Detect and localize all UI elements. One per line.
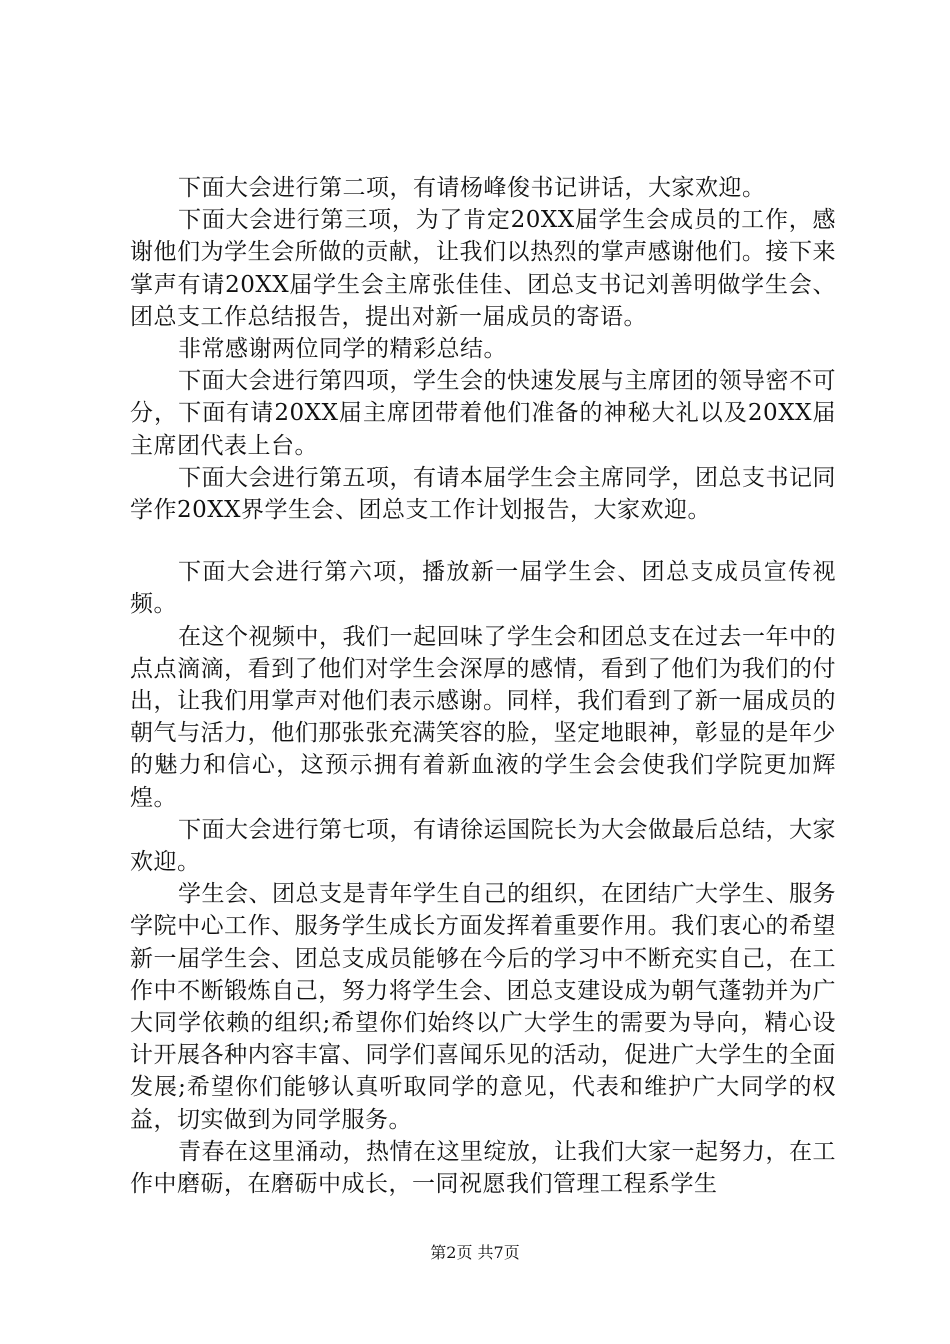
paragraph-item-2: 下面大会进行第二项，有请杨峰俊书记讲话，大家欢迎。 <box>178 175 766 201</box>
page-footer <box>0 1240 950 1263</box>
paragraph-hopes: 学生会、团总支是青年学生自己的组织，在团结广大学生、服务学院中心工作、服务学生成长方面发挥着重要作用。我们衷心的希望新一届学生会、团总支成员能够在今后的学习中不断充实自己，在工作中不断锻炼自己，努力将学生会、团总支建设成为朝气蓬勃并为广大同学依赖的组织;希望你们始终以广大学生的需要为导向，精心设计开展各种内容丰富、同学们喜闻乐见的活动，促进广大学生的全面发展;希望你们能够认真听取同学的意见，代表和维护广大同学的权益，切实做到为同学服务。 <box>130 881 836 1133</box>
paragraph-gap <box>130 526 836 556</box>
document-body <box>130 172 836 1200</box>
paragraph-item-3: 下面大会进行第三项，为了肯定20XX届学生会成员的工作，感谢他们为学生会所做的贡献，让我们以热烈的掌声感谢他们。接下来掌声有请20XX届学生会主席张佳佳、团总支书记刘善明做学生会、团总支工作总结报告，提出对新一届成员的寄语。 <box>130 207 836 330</box>
paragraph-item-6: 下面大会进行第六项，播放新一届学生会、团总支成员宣传视频。 <box>130 559 836 618</box>
paragraph-item-5: 下面大会进行第五项，有请本届学生会主席同学，团总支书记同学作20XX界学生会、团总支工作计划报告，大家欢迎。 <box>130 464 836 524</box>
paragraph-thanks: 非常感谢两位同学的精彩总结。 <box>178 336 507 363</box>
paragraph-item-7: 下面大会进行第七项，有请徐运国院长为大会做最后总结，大家欢迎。 <box>130 816 836 876</box>
paragraph-closing: 青春在这里涌动，热情在这里绽放，让我们大家一起努力，在工作中磨砺，在磨砺中成长，一同祝愿我们管理工程系学生 <box>130 1138 836 1198</box>
page-number-label: 第2页 共7页 <box>430 1243 520 1262</box>
paragraph-video: 在这个视频中，我们一起回味了学生会和团总支在过去一年中的点点滴滴，看到了他们对学生会深厚的感情，看到了他们为我们的付出，让我们用掌声对他们表示感谢。同样，我们看到了新一届成员的朝气与活力，他们那张张充满笑容的脸，坚定地眼神，彰显的是年少的魅力和信心，这预示拥有着新血液的学生会会使我们学院更加辉煌。 <box>130 623 836 811</box>
paragraph-item-4: 下面大会进行第四项，学生会的快速发展与主席团的领导密不可分，下面有请20XX届主席团带着他们准备的神秘大礼以及20XX届主席团代表上台。 <box>130 368 836 459</box>
